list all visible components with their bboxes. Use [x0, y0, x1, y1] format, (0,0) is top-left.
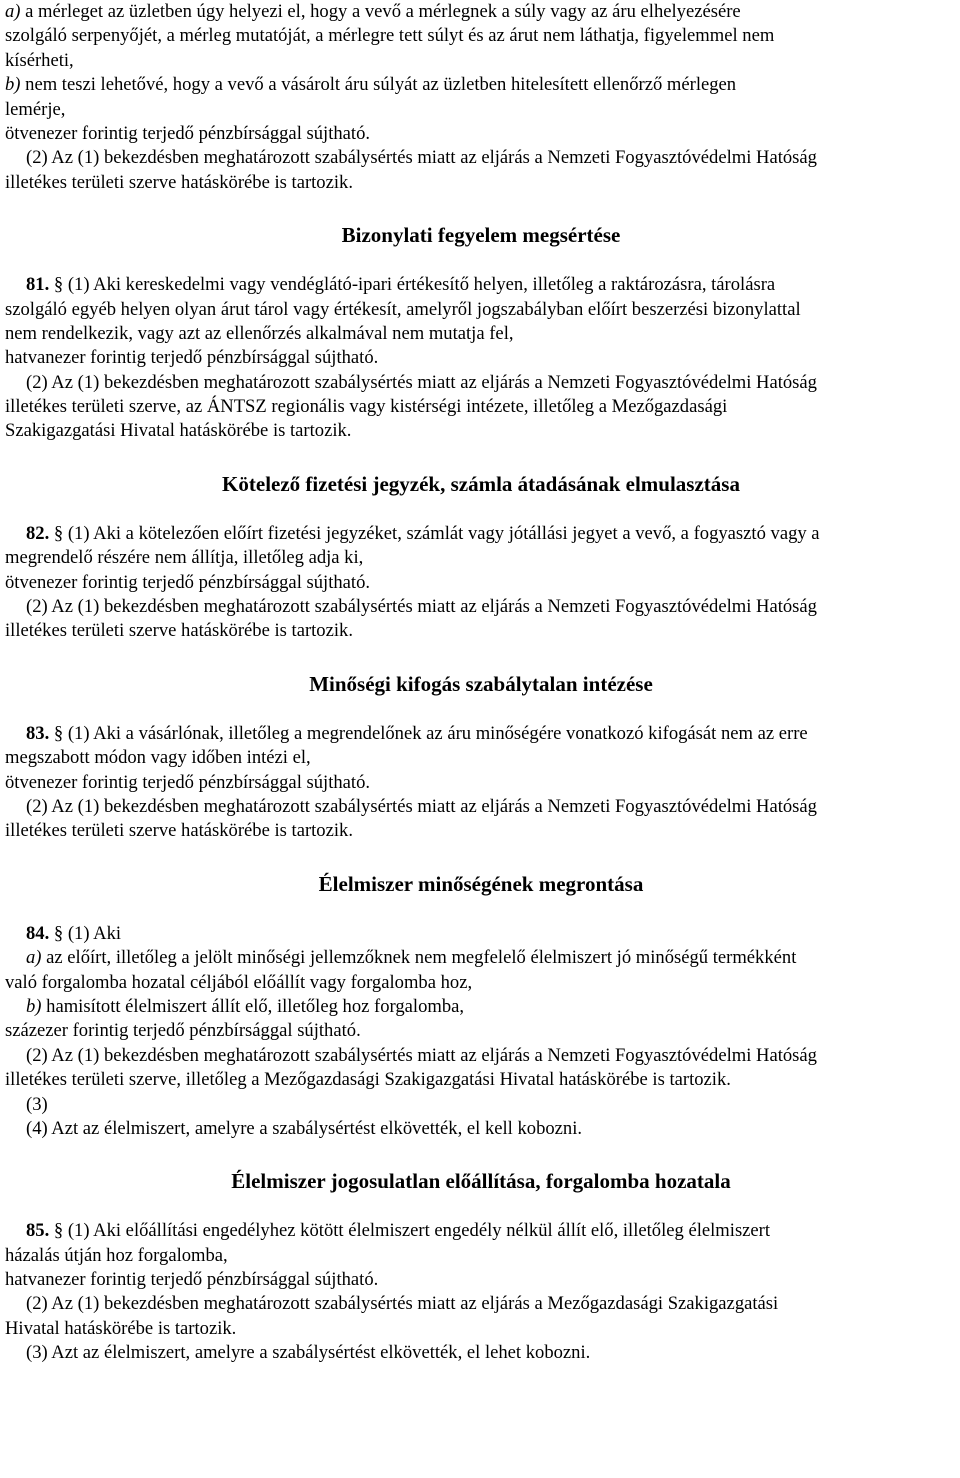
- item-b-label: b): [26, 995, 42, 1017]
- s83-para-2-line-2: illetékes területi szerve hatáskörébe is tartozik.: [5, 820, 353, 842]
- s85-line-1: 85. § (1) Aki előállítási engedélyhez kötött élelmiszert engedély nélkül állít elő, illetőleg élelmiszert: [26, 1220, 771, 1242]
- s85-line-2: házalás útján hoz forgalomba,: [5, 1244, 228, 1266]
- s81-line-1: 81. § (1) Aki kereskedelmi vagy vendéglátó-ipari értékesítő helyen, illetőleg a raktározásra, tárolásra: [26, 274, 776, 296]
- section-heading-82: Kötelező fizetési jegyzék, számla átadásának elmulasztása: [222, 471, 740, 496]
- section-number: 83.: [26, 722, 50, 744]
- intro-para-2-line-2: illetékes területi szerve hatáskörébe is tartozik.: [5, 171, 353, 193]
- s82-penalty: ötvenezer forintig terjedő pénzbírsággal sújtható.: [5, 571, 371, 593]
- s84-a-line-1: a) az előírt, illetőleg a jelölt minőségi jellemzőknek nem megfelelő élelmiszert jó minőségű termékként: [26, 947, 797, 969]
- s84-para-3: (3): [26, 1093, 48, 1115]
- s82-para-2-line-2: illetékes területi szerve hatáskörébe is tartozik.: [5, 620, 353, 642]
- s81-line-2: szolgáló egyéb helyen olyan árut tárol vagy értékesít, amelyről jogszabályban előírt beszerzési bizonylattal: [5, 298, 801, 320]
- s83-line-1: 83. § (1) Aki a vásárlónak, illetőleg a megrendelőnek az áru minőségére vonatkozó kifogását nem az erre: [26, 722, 808, 744]
- s82-line-1: 82. § (1) Aki a kötelezően előírt fizetési jegyzéket, számlát vagy jótállási jegyet a vevő, a fogyasztó vagy a: [26, 522, 820, 544]
- item-a-label: a): [26, 947, 42, 969]
- s85-penalty: hatvanezer forintig terjedő pénzbírsággal sújtható.: [5, 1269, 379, 1291]
- s81-line-3: nem rendelkezik, vagy azt az ellenőrzés alkalmával nem mutatja fel,: [5, 322, 514, 344]
- s81-para-2-line-1: (2) Az (1) bekezdésben meghatározott szabálysértés miatt az eljárás a Nemzeti Fogyasztóvédelmi Hatóság: [26, 371, 817, 393]
- section-heading-84: Élelmiszer minőségének megrontása: [318, 871, 644, 896]
- section-number: 84.: [26, 922, 50, 944]
- intro-b-line-2: lemérje,: [5, 98, 66, 120]
- section-number: 82.: [26, 522, 50, 544]
- item-b-label: b): [5, 74, 21, 96]
- s85-para-2-line-2: Hivatal hatáskörébe is tartozik.: [5, 1317, 237, 1339]
- document-page: [5, 0, 957, 1366]
- intro-para-2-line-1: (2) Az (1) bekezdésben meghatározott szabálysértés miatt az eljárás a Nemzeti Fogyasztóvédelmi Hatóság: [26, 147, 817, 169]
- intro-a-line-1: a) a mérleget az üzletben úgy helyezi el, hogy a vevő a mérlegnek a súly vagy az áru elhelyezésére: [5, 1, 741, 22]
- section-heading-81: Bizonylati fegyelem megsértése: [341, 223, 621, 248]
- item-a-label: a): [5, 1, 21, 22]
- s81-para-2-line-3: Szakigazgatási Hivatal hatáskörébe is tartozik.: [5, 420, 352, 442]
- s84-para-2-line-1: (2) Az (1) bekezdésben meghatározott szabálysértés miatt az eljárás a Nemzeti Fogyasztóvédelmi Hatóság: [26, 1044, 817, 1066]
- intro-b-line-1: b) nem teszi lehetővé, hogy a vevő a vásárolt áru súlyát az üzletben hitelesített ellenőrző mérlegen: [5, 74, 737, 96]
- s84-line-1: 84. § (1) Aki: [26, 922, 122, 944]
- s83-penalty: ötvenezer forintig terjedő pénzbírsággal sújtható.: [5, 771, 371, 793]
- s81-para-2-line-2: illetékes területi szerve, az ÁNTSZ regionális vagy kistérségi intézete, illetőleg a Mezőgazdasági: [5, 396, 728, 418]
- s84-para-2-line-2: illetékes területi szerve, illetőleg a Mezőgazdasági Szakigazgatási Hivatal hatáskörébe is tartozik.: [5, 1069, 731, 1091]
- s83-line-2: megszabott módon vagy időben intézi el,: [5, 747, 311, 769]
- s82-para-2-line-1: (2) Az (1) bekezdésben meghatározott szabálysértés miatt az eljárás a Nemzeti Fogyasztóvédelmi Hatóság: [26, 596, 817, 618]
- intro-a-line-2: szolgáló serpenyőjét, a mérleg mutatóját, a mérlegre tett súlyt és az árut nem láthatja, figyelemmel nem: [5, 25, 775, 47]
- intro-a-line-3: kísérheti,: [5, 49, 74, 71]
- section-heading-83: Minőségi kifogás szabálytalan intézése: [309, 671, 653, 696]
- s81-penalty: hatvanezer forintig terjedő pénzbírsággal sújtható.: [5, 347, 379, 369]
- s84-a-line-2: való forgalomba hozatal céljából előállít vagy forgalomba hoz,: [5, 971, 473, 993]
- s84-b-line: b) hamisított élelmiszert állít elő, illetőleg hoz forgalomba,: [26, 995, 465, 1017]
- s83-para-2-line-1: (2) Az (1) bekezdésben meghatározott szabálysértés miatt az eljárás a Nemzeti Fogyasztóvédelmi Hatóság: [26, 795, 817, 817]
- section-number: 81.: [26, 274, 50, 296]
- s84-penalty: százezer forintig terjedő pénzbírsággal sújtható.: [5, 1020, 361, 1042]
- s82-line-2: megrendelő részére nem állítja, illetőleg adja ki,: [5, 547, 364, 569]
- section-heading-85: Élelmiszer jogosulatlan előállítása, forgalomba hozatala: [231, 1169, 731, 1194]
- intro-penalty: ötvenezer forintig terjedő pénzbírsággal sújtható.: [5, 122, 371, 144]
- s85-para-2-line-1: (2) Az (1) bekezdésben meghatározott szabálysértés miatt az eljárás a Mezőgazdasági Szakigazgatási: [26, 1293, 779, 1315]
- section-number: 85.: [26, 1220, 50, 1242]
- s85-para-3: (3) Azt az élelmiszert, amelyre a szabálysértést elkövették, el lehet kobozni.: [26, 1342, 591, 1364]
- s84-para-4: (4) Azt az élelmiszert, amelyre a szabálysértést elkövették, el kell kobozni.: [26, 1117, 583, 1139]
